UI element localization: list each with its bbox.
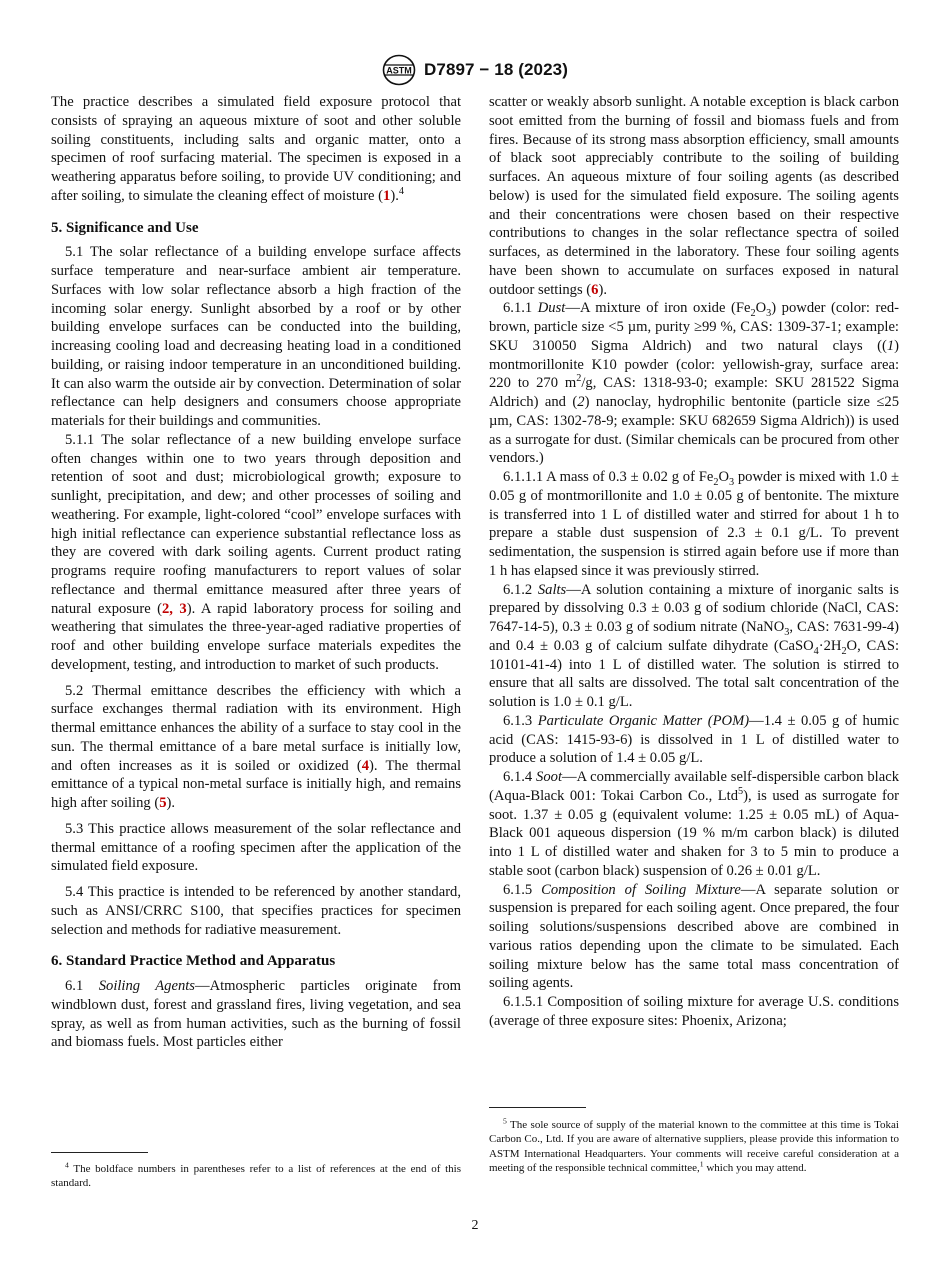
paragraph-6-1-3: 6.1.3 Particulate Organic Matter (POM)—1.4 ± 0.05 g of humic acid (CAS: 1415-93-6) is dissolved in 1 L of distilled water to produce a solution of 1.4 ± 0.05 g/L. (489, 712, 900, 767)
paragraph-5-2: 5.2 Thermal emittance describes the efficiency with which a surface exchanges thermal radiation with its environment. High thermal emittance enhances the ability of a surface to stay cool in the sun. The thermal emittance of a bare metal surface is initially low, and often increases as it is soiled or oxidized (4). The thermal emittance of a typical non-metal surface is initially high, and remains high after soiling (5). (51, 682, 461, 811)
paragraph-5-1: 5.1 The solar reflectance of a building envelope surface affects surface temperature and near-surface ambient air temperature. Surfaces with low solar reflectance absorb a high fraction of the incoming solar energy. Sunlight absorbed by a roof or by other building envelope surfaces can be conducted into the building, increasing cooling load and decreasing heating load in a conditioned building, or raising indoor temperature in an unconditioned building. It can also warm the outside air by convection. Determination of solar reflectance can help designers and consumers choose appropriate materials for their buildings and communities. (51, 244, 461, 429)
footnote-marker[interactable]: 4 (398, 185, 404, 197)
reference-link[interactable]: 2, 3 (162, 600, 187, 617)
paragraph-6-1: 6.1 Soiling Agents—Atmospheric particles originate from windblown dust, forest and grassland fires, living vegetation, and sea spray, as well as from human activities, such as the burning of fossil and biomass fuels. Most particles either (51, 978, 461, 1051)
paragraph-5-3: 5.3 This practice allows measurement of the solar reflectance and thermal emittance of a roofing specimen after the application of the simulated field exposure. (51, 820, 461, 875)
footnote-marker[interactable]: 5 (738, 785, 744, 797)
paragraph-6-1-1: 6.1.1 Dust—A mixture of iron oxide $(Fe_2O_3)$ powder (color: red-brown, particle size <5 µm, purity ≥99 %, CAS: 1309-37-1; example: SKU 310050 Sigma Aldrich) and two natural clays ((1) montmorillonite K10 powder (color: yellowish-gray, surface area: 220 to 270 $m^2/g$, CAS: 1318-93-0; example: SKU 281522 Sigma Aldrich) and (2) nanoclay, hydrophilic bentonite (particle size ≤25 µm, CAS: 1302-78-9; example: SKU 682659 Sigma Aldrich)) is used as a surrogate for dust. (Similar chemicals can be procured from other vendors.) (489, 300, 900, 467)
document-designation: D7897 − 18 (2023) (424, 60, 568, 79)
reference-link[interactable]: 6 (591, 281, 599, 298)
reference-link[interactable]: 4 (361, 757, 370, 774)
paragraph-6-1-5: 6.1.5 Composition of Soiling Mixture—A separate solution or suspension is prepared for each soiling agent. Once prepared, the four soiling solutions/suspensions described above are combined in various ratios depending upon the climate to be simulated. Each soiling mixture below has the same total mass concentration of soiling agents. (489, 881, 900, 992)
paragraph-5-1-1: 5.1.1 The solar reflectance of a new building envelope surface often changes within one to two years through deposition and retention of soot and dust; microbiological growth; exposure to sunlight, precipitation, and dew; and other processes of soiling and weathering. For example, light-colored “cool” envelope surfaces with high initial reflectance can experience substantial reflectance loss as they are covered with dark soiling agents. Current product rating programs require roofing manufacturers to report values of solar reflectance and thermal emittance measured after three years of natural exposure (2, 3). A rapid laboratory process for soiling and weathering that simulates the three-year-aged radiative properties of roof and other building envelope surface materials expedites the development, testing, and introduction to market of such products. (51, 431, 461, 673)
footnote-4: $^4$ The boldface numbers in parentheses refer to a list of references at the end of this standard. (51, 1160, 461, 1190)
paragraph-6-1-continued: scatter or weakly absorb sunlight. A notable exception is black carbon soot emitted from the burning of fossil and biomass fuels and from fires. Because of its strong mass absorption efficiency, small amounts of black soot appreciably contribute to the soiling of building surfaces. An aqueous mixture of four soiling agents (as described below) is used for the simulated field exposure. The soiling agents and their concentrations were chosen based on their respective contributions to changes in the solar reflectance spectra of soiled surfaces, as determined in the laboratory. These four soiling agents have been shown to accumulate on surfaces exposed in natural outdoor settings (6). (489, 94, 899, 298)
paragraph-6-1-2: 6.1.2 Salts—A solution containing a mixture of inorganic salts is prepared by dissolving 0.3 ± 0.03 g of sodium chloride (NaCl, CAS: 7647-14-5), 0.3 ± 0.03 g of sodium nitrate (NaNO$_3$, CAS: 7631-99-4) and 0.4 ± 0.03 g of calcium sulfate dihydrate ($CaSO_4\cdot 2H_2O$, CAS: 10101-41-4) into 1 L of distilled water. The solution is stirred to ensure that all salts are dissolved. The total salt concentration of the solution is 1.0 ± 0.1 g/L. (489, 581, 899, 710)
svg-text:ASTM: ASTM (386, 65, 412, 76)
reference-link[interactable]: 1 (383, 187, 391, 204)
paragraph-6-1-5-1: 6.1.5.1 Composition of soiling mixture for average U.S. conditions (average of three exposure sites: Phoenix, Arizona; (489, 994, 899, 1029)
section-heading-5: 5. Significance and Use (51, 219, 199, 236)
section-heading-6: 6. Standard Practice Method and Apparatus (51, 953, 336, 970)
footnote-5: $^5$ The sole source of supply of the material known to the committee at this time is Tokai Carbon Co., Ltd. If you are aware of alternative suppliers, please provide this information to ASTM International Headquarters. Your comments will receive careful consideration at a meeting of the responsible technical committee,$^1$ which you may attend. (489, 1116, 899, 1175)
paragraph-6-1-1-1: 6.1.1.1 A mass of 0.3 ± 0.02 g of $Fe_2O_3$ powder is mixed with 1.0 ± 0.05 g of montmorillonite and 1.0 ± 0.05 g of bentonite. The mixture is transferred into 1 L of distilled water and stirred for about 1 h to prepare a stable dust suspension of 2.3 ± 0.1 g/L. To prevent sedimentation, the suspension is stirred again before use if more than 1 h has elapsed since it was previously stirred. (489, 469, 899, 579)
astm-logo-icon (382, 54, 416, 86)
intro-paragraph: The practice describes a simulated field exposure protocol that consists of spraying an aqueous mixture of soot and other soluble soiling constituents, including salts and organic matter, onto a specimen of roof surfacing material. The specimen is exposed in a weathering apparatus before soiling, to provide UV conditioning; and after soiling, to simulate the cleaning effect of moisture (1).$^4$ (51, 94, 461, 204)
paragraph-5-4: 5.4 This practice is intended to be referenced by another standard, such as ANSI/CRRC S100, that specifies practices for specimen selection and methods for radiative measurement. (51, 884, 461, 938)
left-column (51, 93, 461, 1052)
reference-link[interactable]: 5 (159, 795, 167, 811)
footnote-divider (489, 1107, 586, 1108)
right-column (489, 93, 899, 1031)
page-number: 2 (471, 1218, 479, 1233)
page-header (0, 56, 950, 84)
footnote-divider (51, 1152, 148, 1153)
paragraph-6-1-4: 6.1.4 Soot—A commercially available self-dispersible carbon black (Aqua-Black 001: Tokai Carbon Co., Ltd$^5$), is used as surrogate for soot. 1.37 ± 0.05 g (equivalent volume: 1.25 ± 0.05 mL) of Aqua-Black 001 aqueous dispersion (19 % m/m carbon black) is diluted into 1 L of distilled water and shaken for 3 to 5 min to produce a stable soot (carbon black) suspension of 0.26 ± 0.01 g/L. (489, 769, 899, 879)
